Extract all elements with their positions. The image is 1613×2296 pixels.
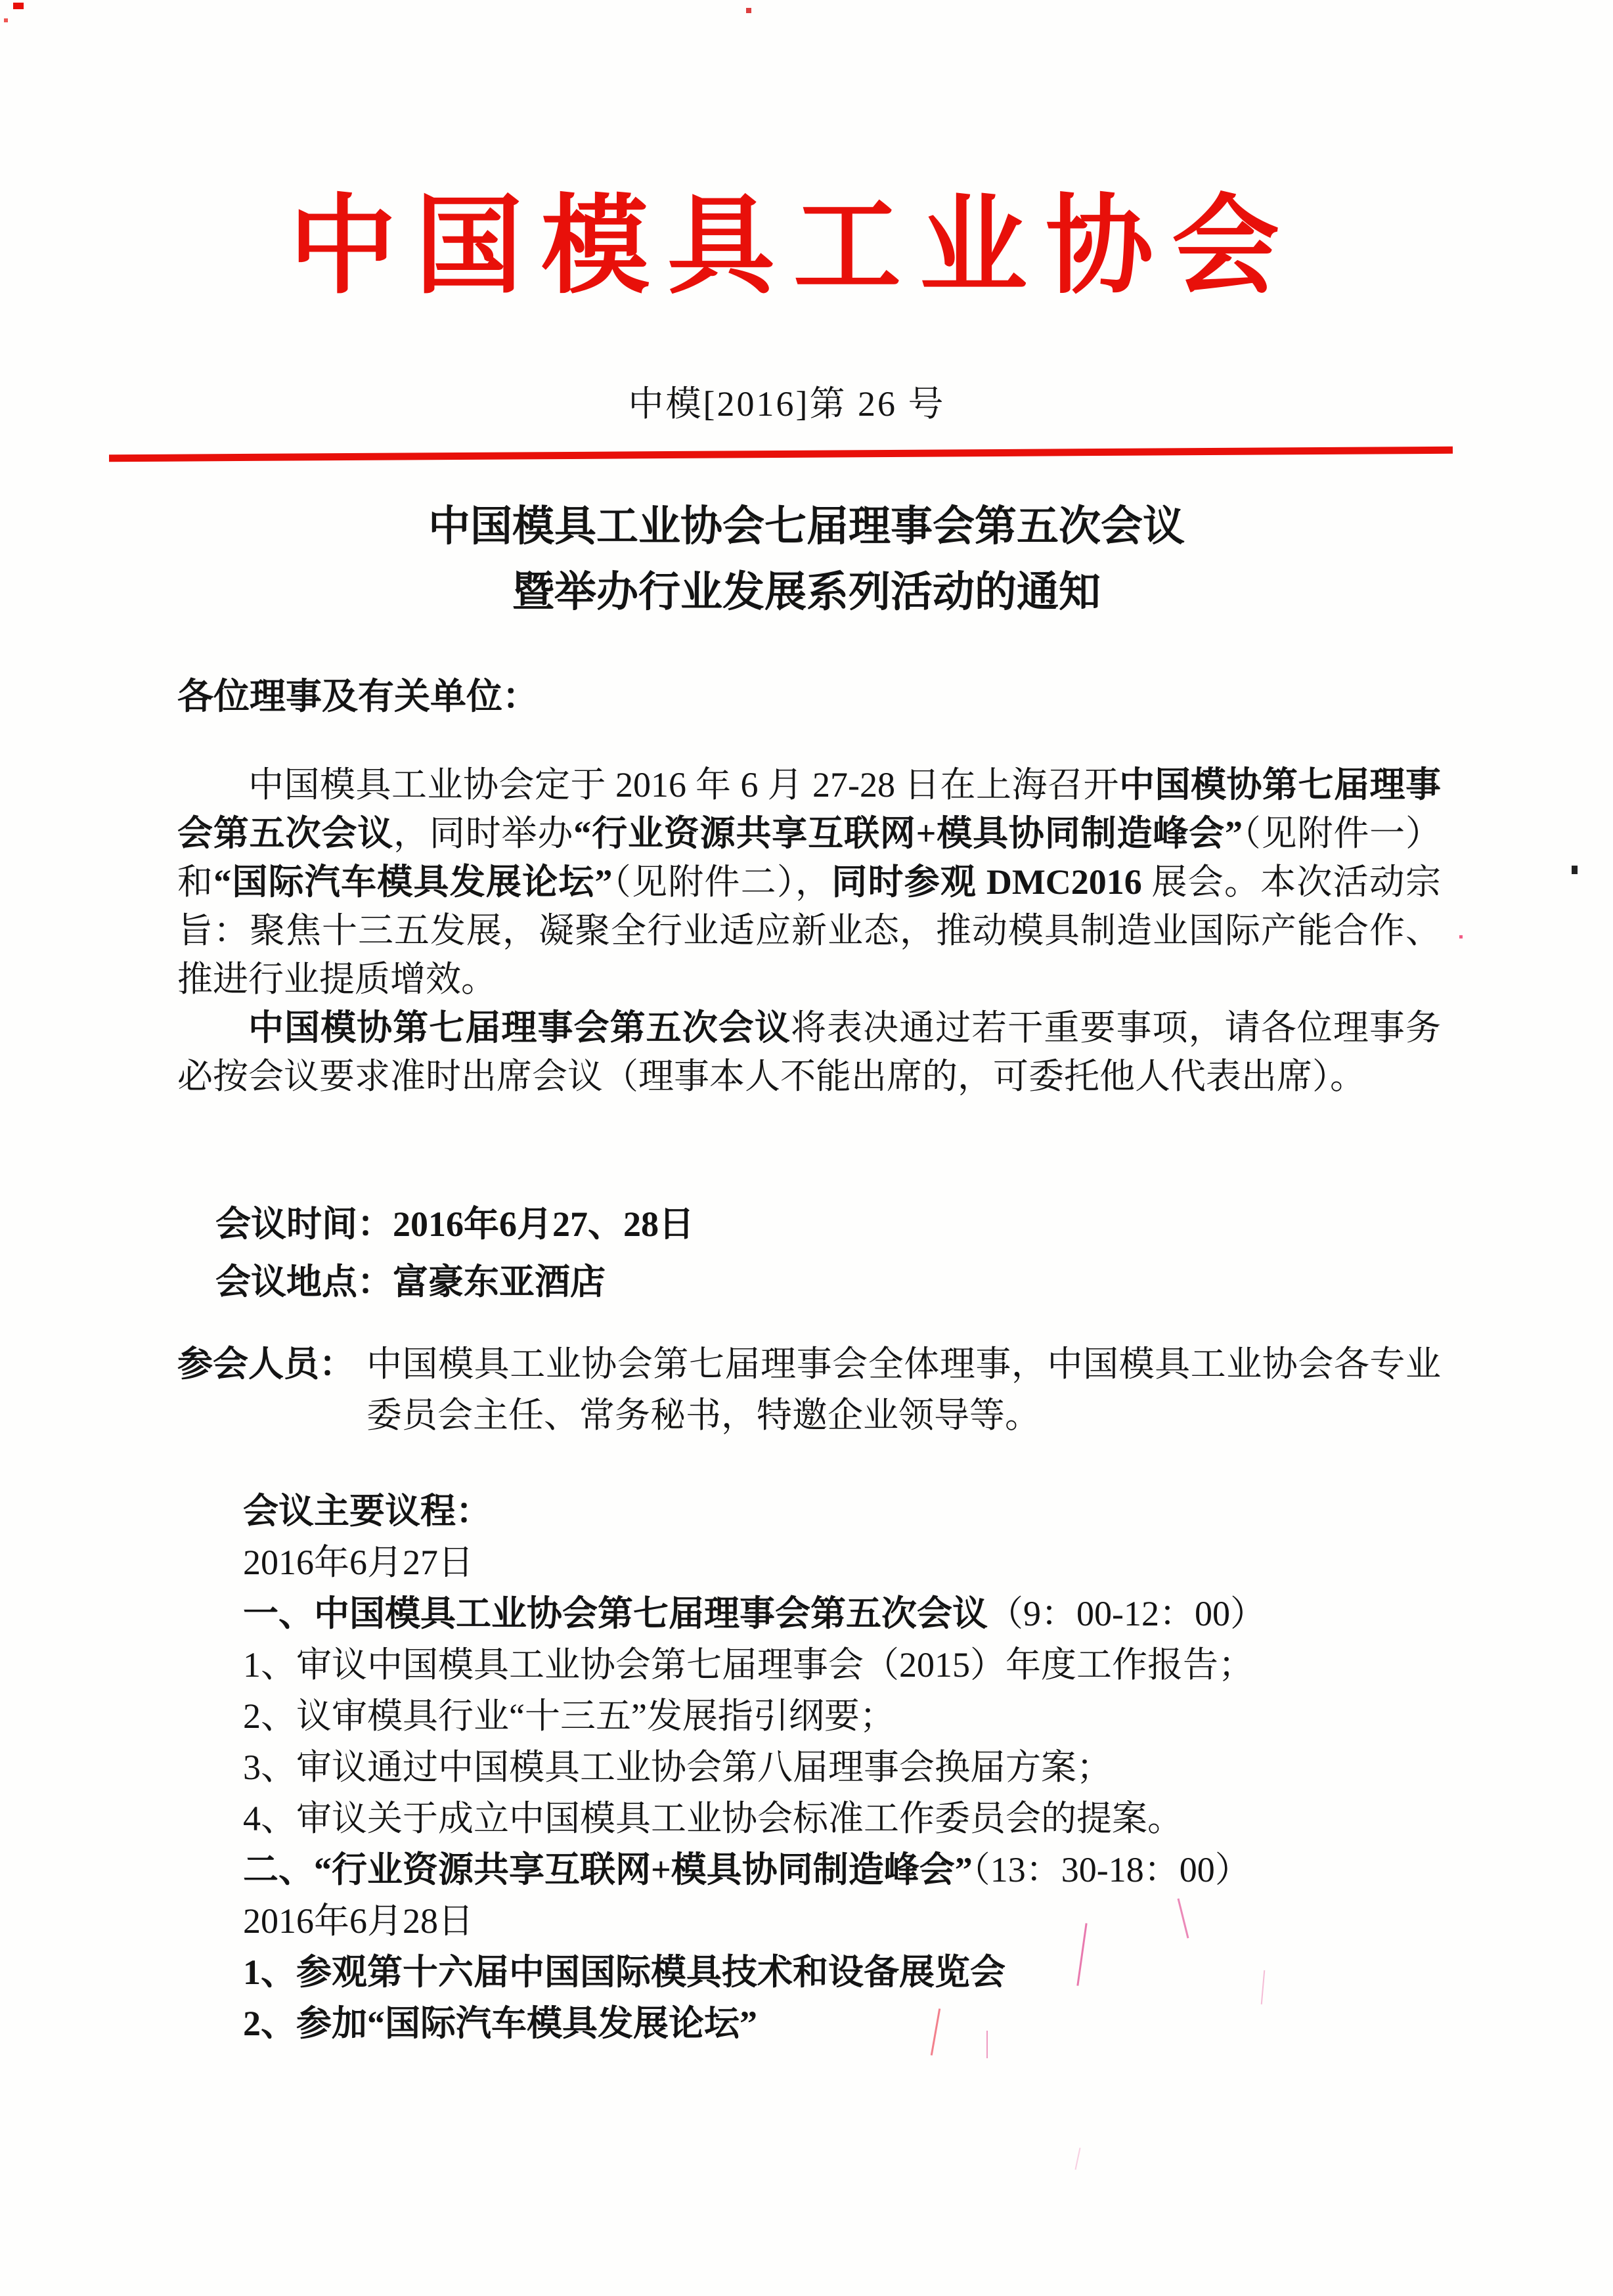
text-run: 中国模协第七届理事会第五次会议	[177, 765, 1442, 853]
paragraph-1	[177, 761, 1441, 1004]
salutation: 各位理事及有关单位：	[177, 676, 539, 717]
letterhead-title: 中国模具工业协会	[288, 188, 1298, 307]
agenda-sub-2: 2、议审模具行业“十三五”发展指引纲要；	[243, 1696, 895, 1736]
text-run: 中国模协第七届理事会第五次会议	[248, 1008, 791, 1048]
agenda-item-1	[243, 1588, 1507, 1639]
text-run: “行业资源共享互联网+模具协同制造峰会”	[573, 814, 1243, 853]
text-run: ，同时举办	[393, 814, 574, 853]
meeting-venue: 会议地点：富豪东亚酒店	[215, 1262, 606, 1302]
notice-title	[0, 494, 1613, 625]
paragraph-2	[177, 1004, 1441, 1101]
text-run: 同时参观 DMC2016	[831, 862, 1142, 902]
text-run: （9：00-12：00）	[988, 1594, 1266, 1633]
text-run: 将表决通过若干重要事项，请各位理事务必按会议要求准时出席会议（理事本人不能出席的，可委托他人代表出席）。	[177, 1008, 1441, 1096]
attendees-label: 参会人员：	[177, 1344, 355, 1384]
notice-title-line1: 中国模具工业协会七届理事会第五次会议	[428, 503, 1185, 550]
scan-artifact	[1074, 2148, 1080, 2170]
agenda-date-1: 2016年6月27日	[243, 1543, 474, 1582]
agenda-block	[177, 1486, 1507, 2049]
text-run: 一、中国模具工业协会第七届理事会第五次会议	[243, 1594, 988, 1633]
meeting-time: 会议时间：2016年6月27、28日	[215, 1204, 694, 1244]
text-run: （见附件二），	[612, 862, 832, 902]
agenda-date-2: 2016年6月28日	[243, 1901, 474, 1941]
text-run: 展会。本次活动宗旨：聚焦十三五发展，凝聚全行业适应新业态，推动模具制造业国际产能合作、推进行业提质增效。	[177, 862, 1442, 999]
text-run: 中国模具工业协会定于 2016 年 6 月 27-28 日在上海召开	[248, 765, 1119, 805]
text-run: “国际汽车模具发展论坛”	[213, 862, 613, 902]
red-divider-rule	[109, 447, 1453, 462]
agenda-item-2	[243, 1844, 1507, 1895]
attendees-block	[177, 1338, 1441, 1441]
notice-title-line2: 暨举办行业发展系列活动的通知	[512, 569, 1101, 615]
scan-artifact	[1572, 866, 1578, 874]
scan-artifact	[4, 18, 8, 22]
agenda-sub-6: 2、参加“国际汽车模具发展论坛”	[243, 2004, 757, 2043]
body-paragraphs	[177, 761, 1441, 1101]
scan-artifact	[1459, 935, 1463, 938]
text-run: （13：30-18：00）	[972, 1850, 1250, 1889]
agenda-sub-5: 1、参观第十六届中国国际模具技术和设备展览会	[243, 1953, 1005, 1992]
agenda-sub-3: 3、审议通过中国模具工业协会第八届理事会换届方案；	[243, 1748, 1112, 1787]
scan-artifact	[746, 8, 751, 13]
agenda-sub-4: 4、审议关于成立中国模具工业协会标准工作委员会的提案。	[243, 1799, 1183, 1838]
text-run: （见附件一）和	[177, 814, 1442, 902]
attendees-text: 中国模具工业协会第七届理事会全体理事，中国模具工业协会各专业委员会主任、常务秘书，特邀企业领导等。	[366, 1344, 1441, 1435]
meeting-info	[177, 1195, 1479, 1311]
scan-artifact	[13, 3, 24, 9]
agenda-sub-1: 1、审议中国模具工业协会第七届理事会（2015）年度工作报告；	[243, 1645, 1254, 1685]
agenda-heading: 会议主要议程：	[243, 1491, 491, 1531]
doc-number: 中模[2016]第 26 号	[628, 384, 946, 424]
text-run: 二、“行业资源共享互联网+模具协同制造峰会”	[243, 1850, 973, 1889]
